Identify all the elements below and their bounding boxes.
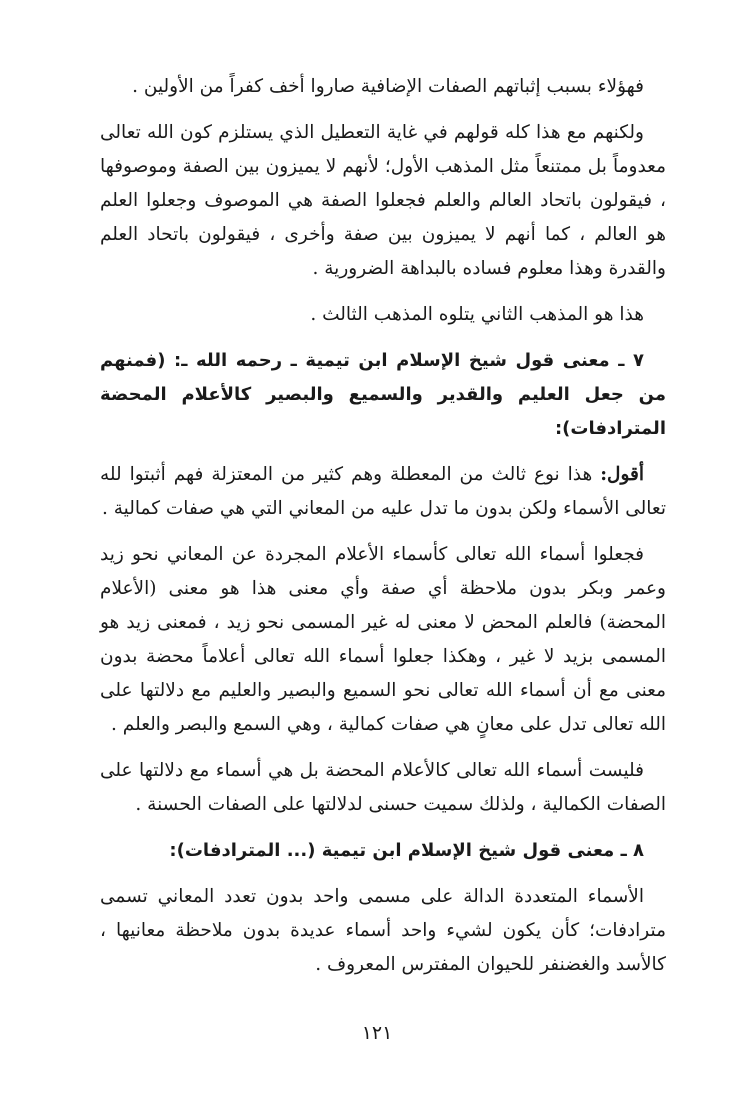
paragraph-1: فهؤلاء بسبب إثباتهم الصفات الإضافية صاروا أخف كفراً من الأولين .	[132, 76, 644, 97]
paragraph-4-body: هذا نوع ثالث من المعطلة وهم كثير من المعتزلة فهم أثبتوا لله تعالى الأسماء ولكن بدون ما تدل عليه من المعاني التي هي صفات كمالية .	[100, 464, 666, 519]
paragraph-7: الأسماء المتعددة الدالة على مسمى واحد بدون تعدد المعاني تسمى مترادفات؛ كأن يكون لشيء واحد أسماء عديدة بدون ملاحظة معانيها ، كالأسد والغضنفر للحيوان المفترس المعروف .	[100, 886, 666, 975]
paragraph-3: هذا هو المذهب الثاني يتلوه المذهب الثالث .	[310, 304, 644, 325]
section-heading-8: ٨ ـ معنى قول شيخ الإسلام ابن تيمية (... المترادفات):	[169, 840, 644, 861]
paragraph-4-lead: أقول:	[600, 464, 644, 485]
page-number: ١٢١	[361, 1022, 393, 1044]
page-body	[100, 70, 666, 994]
section-heading-7: ٧ ـ معنى قول شيخ الإسلام ابن تيمية ـ رحمه الله ـ: (فمنهم من جعل العليم والقدير والسميع والبصير كالأعلام المحضة المترادفات):	[100, 350, 666, 439]
paragraph-4	[100, 458, 666, 526]
paragraph-6: فليست أسماء الله تعالى كالأعلام المحضة بل هي أسماء مع دلالتها على الصفات الكمالية ، ولذلك سميت حسنى لدلالتها على الصفات الحسنة .	[100, 760, 666, 815]
paragraph-2: ولكنهم مع هذا كله قولهم في غاية التعطيل الذي يستلزم كون الله تعالى معدوماً بل ممتنعاً مثل المذهب الأول؛ لأنهم لا يميزون بين الصفة وموصوفها ، فيقولون باتحاد العالم والعلم فجعلوا الصفة هي الموصوف وجعلوا العلم هو العالم ، كما أنهم لا يميزون بين صفة وأخرى ، فيقولون باتحاد العلم والقدرة وهذا معلوم فساده بالبداهة الضرورية .	[100, 122, 666, 279]
paragraph-5: فجعلوا أسماء الله تعالى كأسماء الأعلام المجردة عن المعاني نحو زيد وعمر وبكر بدون ملاحظة أي صفة وأي معنى هذا هو معنى (الأعلام المحضة) فالعلم المحض لا معنى له غير المسمى نحو زيد ، فمعنى زيد هو المسمى بزيد لا غير ، وهكذا جعلوا أسماء الله تعالى أعلاماً محضة بدون معنى مع أن أسماء الله تعالى نحو السميع والبصير والعليم مع دلالتها على الله تعالى تدل على معانٍ هي صفات كمالية ، وهي السمع والبصر والعلم .	[100, 544, 666, 735]
